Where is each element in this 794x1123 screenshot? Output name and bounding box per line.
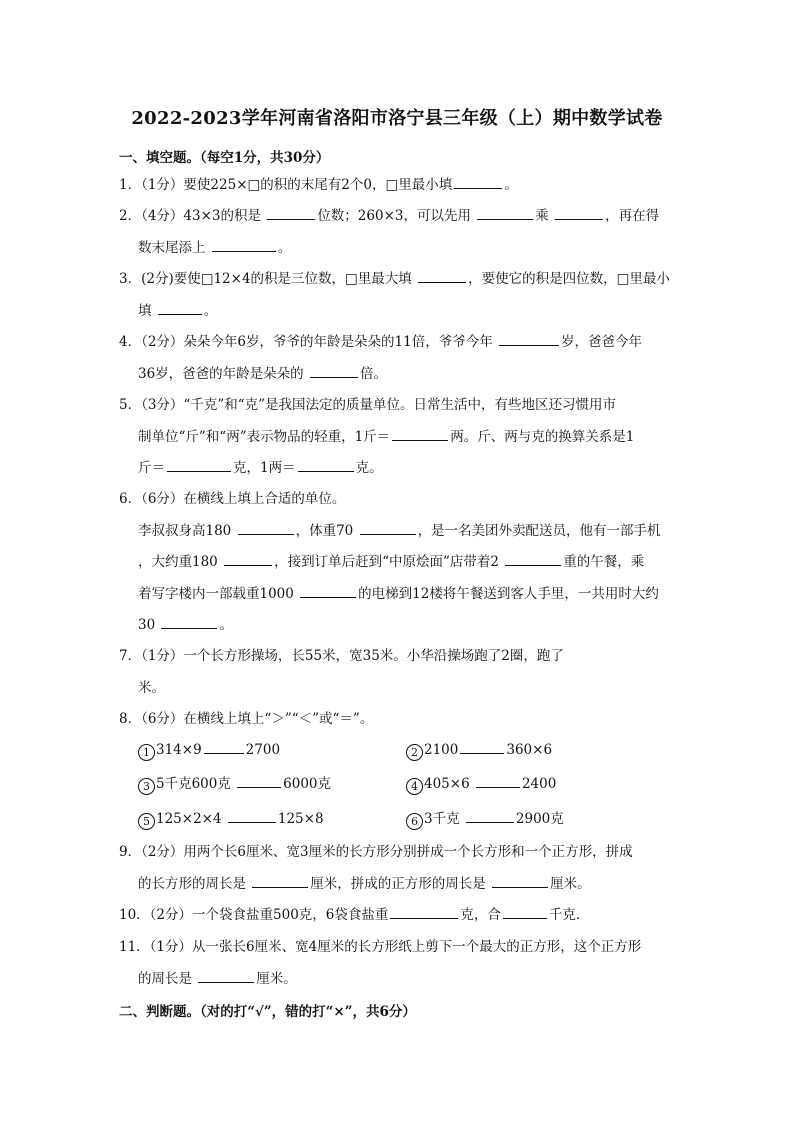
answer-blank[interactable]: [238, 520, 294, 535]
question-9-end: 厘米。: [550, 875, 591, 892]
question-7-end: 米。: [138, 679, 165, 696]
question-11-end: 厘米。: [256, 970, 297, 987]
answer-blank[interactable]: [167, 457, 231, 472]
comparison-left: 125×2×4: [156, 811, 222, 827]
question-2-end: 。: [277, 239, 292, 256]
answer-blank[interactable]: [499, 331, 559, 346]
answer-blank[interactable]: [204, 739, 244, 754]
question-4-end: 倍。: [359, 365, 387, 382]
answer-blank[interactable]: [505, 551, 561, 566]
answer-blank[interactable]: [198, 968, 254, 983]
answer-blank[interactable]: [492, 873, 548, 888]
question-6-text: ，大约重180: [138, 554, 218, 570]
comparison-item-6: [406, 808, 564, 830]
answer-blank[interactable]: [477, 205, 533, 220]
question-11: [119, 932, 679, 995]
question-2-text: 乘: [535, 208, 549, 224]
question-3-text: 3．(2分)要使□12×4的积是三位数，□里最大填: [119, 271, 412, 287]
question-8: [119, 704, 679, 736]
question-11-text: 的周长是: [138, 970, 192, 987]
question-4-text: 36岁，爸爸的年龄是朵朵的: [138, 365, 304, 382]
question-6-text: 6．（6分）在横线上填上合适的单位。: [119, 491, 346, 507]
answer-blank[interactable]: [237, 773, 281, 788]
question-4: [119, 327, 679, 390]
answer-blank[interactable]: [158, 300, 202, 315]
question-7: [119, 641, 679, 704]
question-3-end: 。: [203, 302, 218, 319]
question-8-text: 8．（6分）在横线上填上“＞”“＜”或“＝”。: [119, 711, 374, 727]
answer-blank[interactable]: [503, 904, 547, 919]
question-6-text: 重的午餐，乘: [563, 554, 645, 570]
comparison-item-4: [406, 773, 556, 795]
comparison-left: 2100: [424, 742, 459, 758]
answer-blank[interactable]: [360, 520, 416, 535]
comparison-right: 6000克: [283, 776, 332, 792]
answer-blank[interactable]: [212, 237, 276, 252]
question-6-end: 。: [219, 617, 233, 633]
question-2-text: ，再在得: [605, 208, 660, 224]
comparison-item-1: [138, 739, 280, 761]
question-6: [119, 484, 679, 642]
comparison-right: 2400: [521, 776, 557, 792]
comparison-right: 360×6: [506, 742, 553, 758]
question-5-text: 5．（3分）“千克”和“克”是我国法定的质量单位。日常生活中，有些地区还习惯用市: [119, 397, 617, 413]
question-9-text: 厘米，拼成的正方形的周长是: [310, 875, 486, 892]
answer-blank[interactable]: [392, 426, 448, 441]
question-6-text: 李叔叔身高180: [138, 522, 232, 539]
answer-blank[interactable]: [300, 583, 356, 598]
question-5: [119, 390, 679, 485]
question-2: [119, 201, 679, 264]
question-7-text: 7．（1分）一个长方形操场，长55米，宽35米。小华沿操场跑了2圈，跑了: [119, 648, 564, 664]
circled-number-icon: 5: [138, 813, 155, 830]
question-10-end: 千克．: [548, 907, 590, 923]
question-5-text: 两。斤、两与克的换算关系是1: [450, 428, 635, 445]
comparison-left: 5千克600克: [156, 776, 231, 792]
question-2-text: 2．（4分）43×3的积是: [119, 208, 262, 224]
comparison-item-2: [406, 739, 552, 761]
answer-blank[interactable]: [418, 268, 466, 283]
question-2-text: 数末尾添上: [138, 239, 206, 256]
answer-blank[interactable]: [454, 174, 502, 189]
question-1-end: 。: [504, 177, 518, 193]
question-3: [119, 264, 679, 327]
question-9-text: 的长方形的周长是: [138, 875, 246, 892]
question-1: [119, 170, 679, 202]
comparison-right: 125×8: [277, 811, 324, 827]
answer-blank[interactable]: [224, 551, 272, 566]
question-10-text: 10．（2分）一个袋食盐重500克，6袋食盐重: [119, 907, 389, 923]
question-6-text: 30: [138, 617, 156, 633]
circled-number-icon: 4: [406, 778, 423, 795]
question-6-text: ，接到订单后赶到“中原烩面”店带着2: [274, 554, 499, 570]
answer-blank[interactable]: [267, 205, 315, 220]
answer-blank[interactable]: [298, 457, 354, 472]
question-11-text: 11．（1分）从一张长6厘米、宽4厘米的长方形纸上剪下一个最大的正方形，这个正方形: [119, 939, 642, 955]
answer-blank[interactable]: [460, 739, 504, 754]
answer-blank[interactable]: [555, 205, 603, 220]
circled-number-icon: 3: [138, 778, 155, 795]
comparison-left: 405×6: [424, 776, 470, 792]
question-5-text: 克，1两＝: [233, 460, 296, 476]
section-fill-in-heading: 一、填空题。（每空1分，共30分）: [119, 150, 330, 166]
answer-blank[interactable]: [466, 808, 514, 823]
answer-blank[interactable]: [310, 363, 358, 378]
question-4-text: 岁，爸爸今年: [561, 334, 642, 350]
answer-blank[interactable]: [252, 873, 308, 888]
comparison-left: 3千克: [424, 811, 460, 827]
question-6-text: 着写字楼内一部载重1000: [138, 585, 294, 602]
question-4-text: 4．（2分）朵朵今年6岁，爷爷的年龄是朵朵的11倍，爷爷今年: [119, 334, 493, 350]
question-9-text: 9．（2分）用两个长6厘米、宽3厘米的长方形分别拼成一个长方形和一个正方形，拼成: [119, 844, 633, 860]
question-3-text: 填: [138, 302, 152, 319]
question-1-text: 1．（1分）要使225×□的积的末尾有2个0，□里最小填: [119, 177, 453, 193]
comparison-right: 2700: [245, 742, 281, 758]
section-true-false-heading: 二、判断题。（对的打“√”，错的打“×”，共6分）: [119, 1004, 416, 1020]
circled-number-icon: 2: [406, 744, 423, 761]
answer-blank[interactable]: [390, 904, 458, 919]
question-9: [119, 837, 679, 900]
question-6-text: ，是一名美团外卖配送员，他有一部手机: [417, 522, 661, 539]
answer-blank[interactable]: [228, 808, 276, 823]
question-5-text: 斤＝: [138, 460, 165, 476]
comparison-right: 2900克: [515, 811, 564, 827]
question-5-text: 制单位“斤”和“两”表示物品的轻重，1斤＝: [138, 428, 391, 445]
page-title: 2022-2023学年河南省洛阳市洛宁县三年级（上）期中数学试卷: [131, 108, 663, 129]
circled-number-icon: 1: [138, 744, 155, 761]
question-6-text: 的电梯到12楼将午餐送到客人手里，一共用时大约: [358, 585, 659, 602]
comparison-item-3: [138, 773, 331, 795]
question-6-text: ，体重70: [295, 522, 354, 539]
answer-blank[interactable]: [476, 773, 520, 788]
answer-blank[interactable]: [161, 614, 217, 629]
question-3-text: ，要使它的积是四位数，□里最小: [468, 271, 670, 287]
question-2-text: 位数；260×3，可以先用: [317, 208, 471, 224]
circled-number-icon: 6: [406, 813, 423, 830]
question-5-end: 克。: [355, 460, 383, 476]
question-10: [119, 900, 679, 932]
question-10-text: 克，合: [460, 907, 501, 923]
comparison-left: 314×9: [156, 742, 202, 758]
comparison-item-5: [138, 808, 324, 830]
